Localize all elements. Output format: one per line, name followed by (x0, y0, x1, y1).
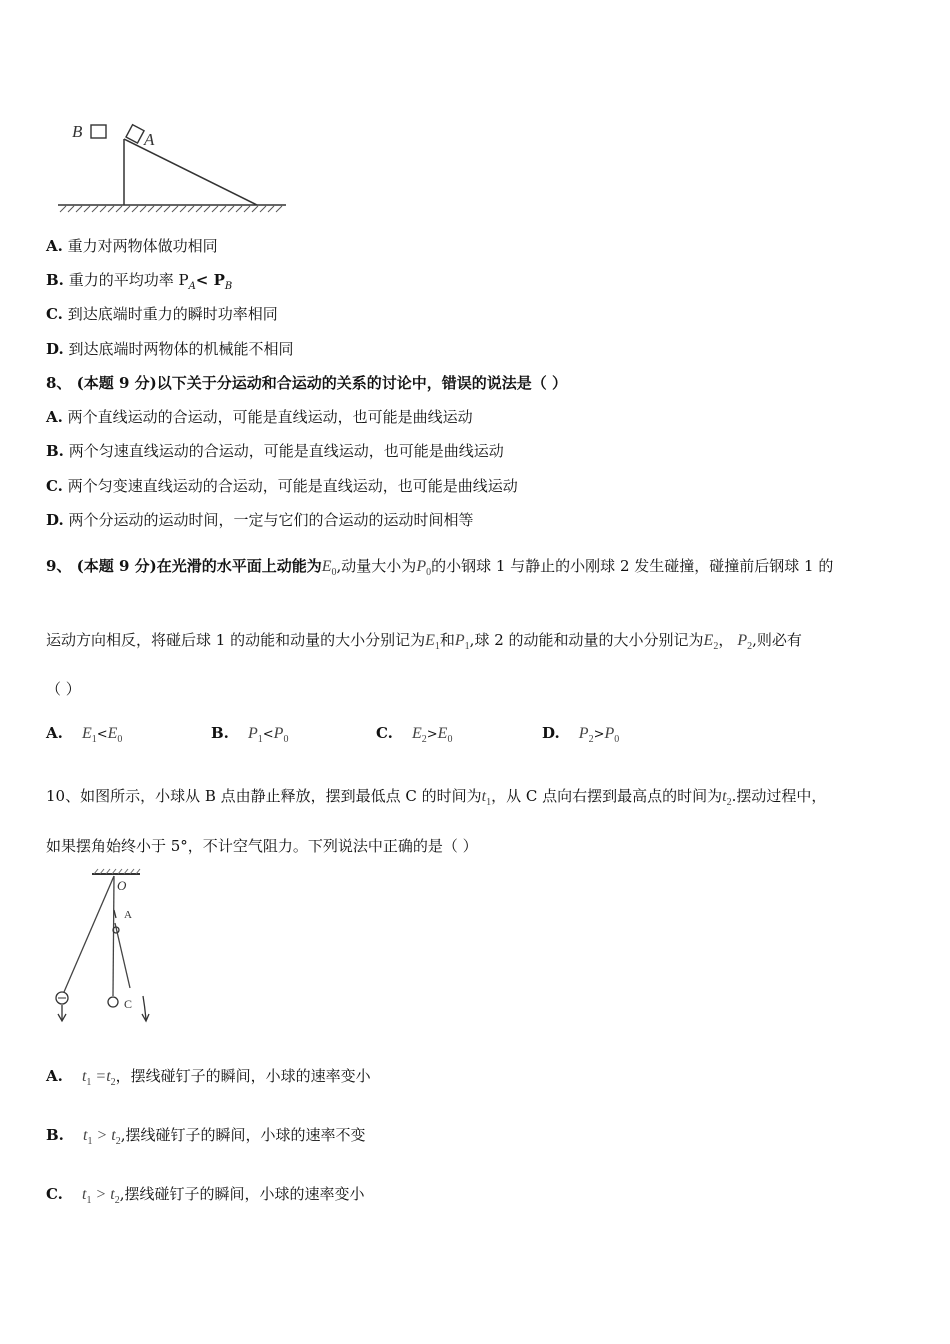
q9-option-d: D. $P_2>P_0$ (542, 724, 620, 745)
q8-option-d: D. 两个分运动的运动时间，一定与它们的合运动的运动时间相等 (46, 511, 474, 529)
q10-stem-line2: 如果摆角始终小于 5°，不计空气阻力。下列说法中正确的是（ ） (46, 837, 478, 855)
q9-stem-line2: 运动方向相反，将碰后球 1 的动能和动量的大小分别记为$E_1$和$P_1$,球 2 的动能和动量的大小分别记为$E_2$， $P_2$,则必有 (46, 631, 802, 652)
q8-option-c: C. 两个匀变速直线运动的合运动，可能是直线运动，也可能是曲线运动 (46, 477, 518, 495)
label-a: A (124, 909, 132, 921)
q10-option-a: A. $t_1 =t_2$，摆线碰钉子的瞬间，小球的速率变小 (46, 1067, 371, 1088)
pendulum-figure (50, 868, 170, 1028)
incline-figure (50, 115, 295, 220)
label-o: O (117, 878, 127, 893)
q8-option-b: B. 两个匀速直线运动的合运动，可能是直线运动，也可能是曲线运动 (46, 442, 504, 460)
q9-stem-line1: 9、 (本题 9 分)在光滑的水平面上动能为$E_0$,动量大小为$P_0$的小钢球 1 与静止的小刚球 2 发生碰撞，碰撞前后钢球 1 的 (46, 557, 834, 578)
q9-paren: （ ） (46, 680, 81, 698)
label-a: A (144, 130, 155, 149)
q9-option-c: C. $E_2>E_0$ (376, 724, 453, 745)
q10-option-c: C. $t_1 > t_2$,摆线碰钉子的瞬间，小球的速率变小 (46, 1185, 365, 1206)
q10-stem-line1: 10、如图所示，小球从 B 点由静止释放，摆到最低点 C 的时间为$t_1$，从 C 点向右摆到最高点的时间为$t_2$.摆动过程中， (46, 787, 827, 808)
label-b: B (72, 122, 83, 141)
q7-option-b: B. 重力的平均功率 $P_A< P_B$ (46, 271, 233, 292)
q8-option-a: A. 两个直线运动的合运动，可能是直线运动，也可能是曲线运动 (46, 408, 473, 426)
q9-option-a: A. $E_1<E_0$ (46, 724, 123, 745)
label-c: C (124, 997, 133, 1011)
q7-option-d: D. 到达底端时两物体的机械能不相同 (46, 340, 294, 358)
q7-option-a: A. 重力对两物体做功相同 (46, 237, 218, 255)
q8-stem: 8、 (本题 9 分)以下关于分运动和合运动的关系的讨论中，错误的说法是（ ） (46, 374, 567, 392)
q9-option-b: B. $P_1<P_0$ (211, 724, 289, 745)
q10-option-b: B. $t_1 > t_2$,摆线碰钉子的瞬间，小球的速率不变 (46, 1126, 366, 1147)
q7-option-c: C. 到达底端时重力的瞬时功率相同 (46, 305, 278, 323)
